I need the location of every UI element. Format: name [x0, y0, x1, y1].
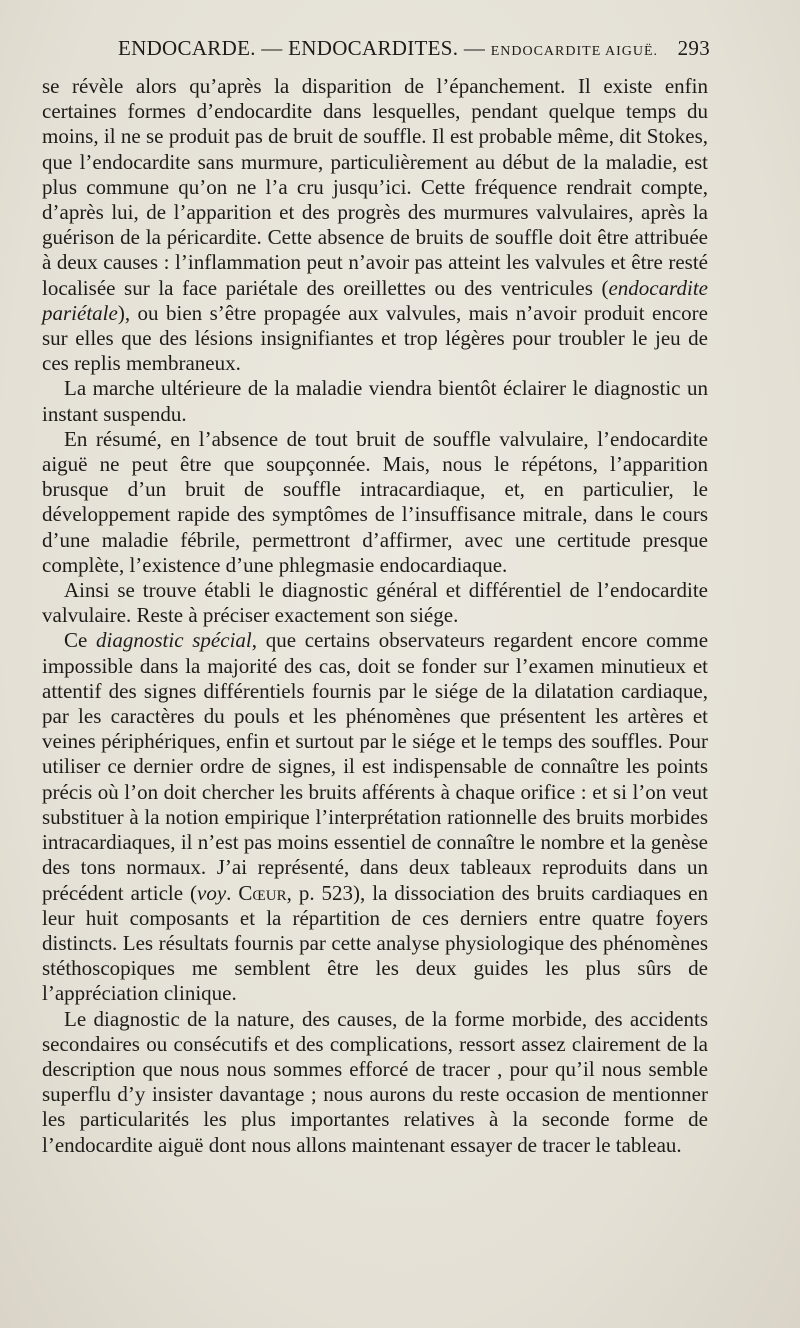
small-caps-run: Cœur: [238, 880, 287, 905]
text-run: , p. 523), la dissociation des bruits cardiaques en leur huit composants et la répartition de ces derniers entre quatre foyers distincts. Les résultats fournis par cette analyse physiologique des phénomènes stéthoscopiques me semblent être les deux guides les plus sûrs de l’appréciation clinique.: [42, 880, 709, 1006]
text-run: se révèle alors qu’après la disparition de l’épanchement. Il existe enfin certaines formes d’endocardite dans lesquelles, pendant quelque temps du moins, il ne se produit pas de bruit de souffle. Il est probable même, dit Stokes, que l’endocardite sans murmure, particulièrement au début de la maladie, est plus commune qu’on ne l’a cru jusqu’ici. Cette fréquence rendrait compte, d’après lui, de l’apparition et des progrès des murmures valvulaires, après la guérison de la péricardite. Cette absence de bruits de souffle doit être attribuée à deux causes : l’inflammation peut n’avoir pas atteint les valvules et être resté localisée sur la face pariétale des oreillettes ou des ventricules (: [42, 74, 708, 300]
paragraph: [42, 628, 708, 1006]
paragraph: [42, 1007, 708, 1158]
body-text: [42, 74, 708, 1158]
paragraph: [42, 74, 708, 376]
paragraph: [42, 376, 708, 426]
paragraph: [42, 578, 708, 628]
running-head-title: ENDOCARDE. — ENDOCARDITES. —: [118, 36, 491, 60]
italic-run: endocardite pariétale: [42, 275, 708, 325]
paragraph: [42, 427, 708, 578]
text-run: Ainsi se trouve établi le diagnostic général et différentiel de l’endocardite valvulaire. Reste à préciser exactement son siége.: [42, 578, 708, 628]
text-run: .: [226, 880, 239, 905]
text-run: Ce: [64, 628, 97, 653]
italic-run: voy: [197, 880, 227, 905]
text-run: En résumé, en l’absence de tout bruit de souffle valvulaire, l’endocardite aiguë ne peut être que soupçonnée. Mais, nous le répétons, l’apparition brusque d’un bruit de souffle intracardiaque, et, en particulier, le développement rapide des symptômes de l’insuffisance mitrale, dans le cours d’une maladie fébrile, permettront d’affirmer, avec une certitude presque complète, l’existence d’une phlegmasie endocardiaque.: [42, 426, 708, 577]
page-number: 293: [677, 36, 710, 60]
text-run: , que certains observateurs regardent encore comme impossible dans la majorité des cas, doit se fonder sur l’examen minutieux et attentif des signes différentiels fournis par le siége de la dilatation cardiaque, par les caractères du pouls et les phénomènes que présentent les artères et veines périphériques, enfin et surtout par le siége et le temps des souffles. Pour utiliser ce dernier ordre de signes, il est indispensable de connaître les points précis où l’on doit chercher les bruits afférents à chaque orifice : et si l’on veut substituer à la notion empirique l’interprétation rationnelle des bruits morbides intracardiaques, il n’est pas moins essentiel de connaître le nombre et la genèse des tons normaux. J’ai représenté, dans deux tableaux reproduits dans un précédent article (: [42, 628, 709, 905]
text-run: ), ou bien s’être propagée aux valvules, mais n’avoir produit encore sur elles que des lésions insignifiantes et trop légères pour troubler le jeu de ces replis membraneux.: [42, 300, 708, 376]
text-run: La marche ultérieure de la maladie viendra bientôt éclairer le diagnostic un instant suspendu.: [42, 376, 708, 426]
running-head-subtitle: ENDOCARDITE AIGUË.: [490, 44, 659, 59]
text-run: Le diagnostic de la nature, des causes, de la forme morbide, des accidents secondaires ou consécutifs et des complications, ressort assez clairement de la description que nous nous sommes efforcé de tracer , pour qu’il nous semble superflu d’y insister davantage ; nous aurons du reste occasion de mentionner les particularités les plus importantes relatives à la seconde forme de l’endocardite aiguë dont nous allons maintenant essayer de tracer le tableau.: [42, 1006, 708, 1157]
italic-run: diagnostic spécial: [96, 628, 252, 653]
running-header: [118, 36, 710, 68]
